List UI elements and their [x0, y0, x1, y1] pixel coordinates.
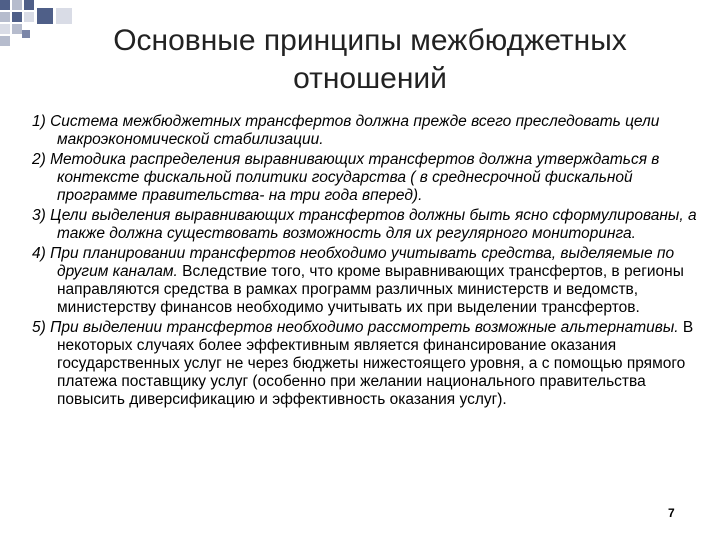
title-line-1: Основные принципы межбюджетных [113, 24, 627, 57]
slide-title [40, 22, 700, 98]
item-italic-text: 2) Методика распределения выравнивающих трансфертов должна утверждаться в контексте фискальной политики государства ( в среднесрочной фискальной программе правительства- на три года вперед). [32, 151, 660, 204]
item-italic-text: 3) Цели выделения выравнивающих трансфертов должны быть ясно сформулированы, а также должна существовать возможность для их регулярного мониторинга. [32, 207, 697, 242]
decor-square [12, 0, 22, 10]
list-item [32, 113, 700, 149]
decor-square [0, 24, 10, 34]
list-item [32, 151, 700, 205]
list-item [32, 245, 700, 317]
page-number: 7 [668, 506, 675, 520]
decor-square [0, 0, 10, 10]
item-italic-text: 1) Система межбюджетных трансфертов должна прежде всего преследовать цели макроэкономической стабилизации. [32, 113, 660, 148]
decor-square [24, 12, 34, 22]
item-plain-text: В некоторых случаях более эффективным является финансирование оказания государственных услуг не через бюджеты нижестоящего уровня, а с помощью прямого платежа поставщику услуг (особенно при желании национального правительства повысить диверсификацию и эффективность оказания услуг). [57, 319, 694, 408]
decor-square [24, 0, 34, 10]
list-item [32, 319, 700, 409]
decor-square [12, 24, 22, 34]
list-item [32, 207, 700, 243]
decor-square [12, 12, 22, 22]
decor-square [0, 36, 10, 46]
decor-square [22, 30, 30, 38]
decor-square [0, 12, 10, 22]
item-plain-text: Вследствие того, что кроме выравнивающих трансфертов, в регионы направляются средства в рамках программ различных министерств и ведомств, министерству финансов необходимо учитывать их при выделении трансфертов. [57, 263, 684, 316]
principles-list [32, 113, 700, 411]
item-italic-text: 4) При планировании трансфертов необходимо учитывать средства, выделяемые по другим каналам. [32, 245, 675, 280]
title-line-2: отношений [293, 62, 447, 95]
item-italic-text: 5) При выделении трансфертов необходимо рассмотреть возможные альтернативы. [32, 319, 679, 336]
